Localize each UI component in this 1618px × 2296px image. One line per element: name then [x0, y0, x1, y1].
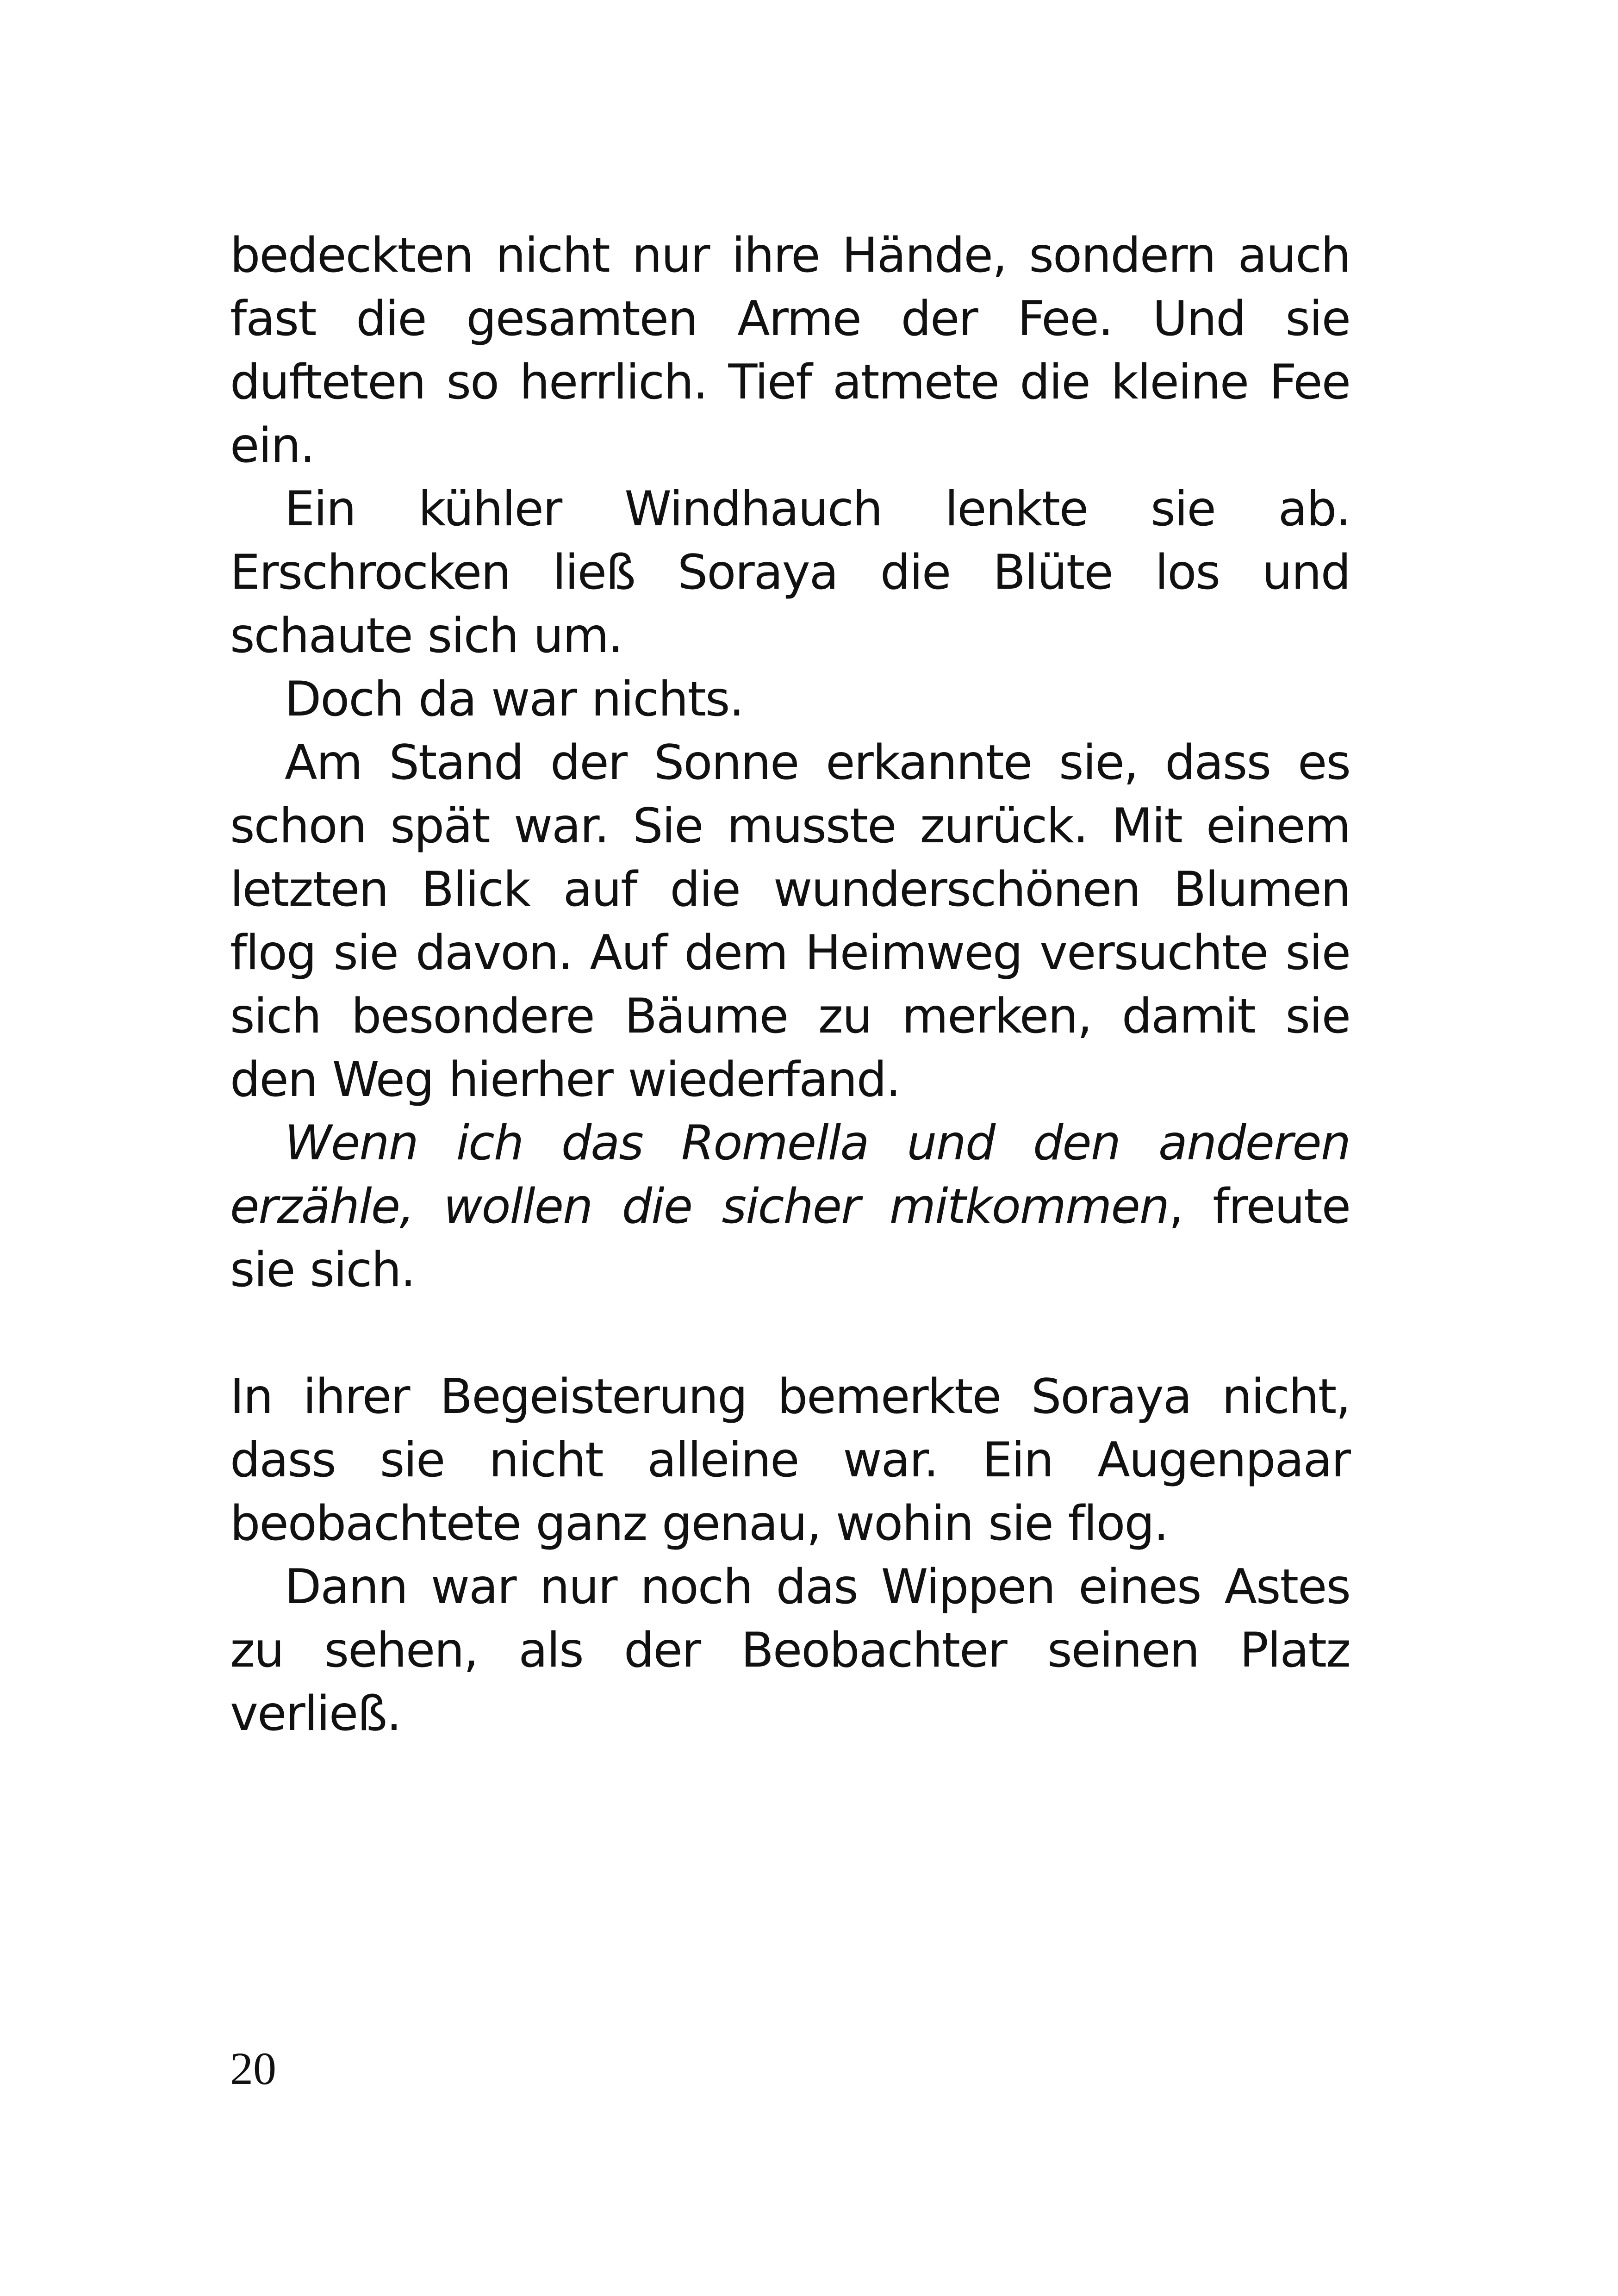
paragraph-7: Dann war nur noch das Wippen eines Astes zu sehen, als der Beobachter seinen Platz verließ. — [230, 1559, 1350, 1742]
paragraph-3: Doch da war nichts. — [285, 672, 744, 727]
paragraph-2: Ein kühler Windhauch lenkte sie ab. Erschrocken ließ Soraya die Blüte los und schaute sich um. — [230, 481, 1350, 664]
paragraph-1: bedeckten nicht nur ihre Hände, sondern auch fast die gesamten Arme der Fee. Und sie dufteten so herrlich. Tief atmete die kleine Fee ein. — [230, 228, 1350, 473]
body-text — [230, 224, 1350, 1746]
paragraph-6: In ihrer Begeisterung bemerkte Soraya nicht, dass sie nicht alleine war. Ein Augenpaar beobachtete ganz genau, wohin sie flog. — [230, 1369, 1350, 1551]
paragraph-5-tail: , freute sie sich. — [230, 1179, 1350, 1298]
inner-thought-text: Wenn ich das Romella und den anderen erzähle, wollen die sicher mitkommen — [230, 1115, 1350, 1234]
paragraph-4: Am Stand der Sonne erkannte sie, dass es schon spät war. Sie musste zurück. Mit einem letzten Blick auf die wunderschönen Blumen flog sie davon. Auf dem Heimweg versuchte sie sich besondere Bäume zu merken, damit sie den Weg hierher wiederfand. — [230, 735, 1350, 1108]
paragraph-5 — [230, 1112, 1350, 1302]
page-number: 20 — [230, 2043, 276, 2094]
